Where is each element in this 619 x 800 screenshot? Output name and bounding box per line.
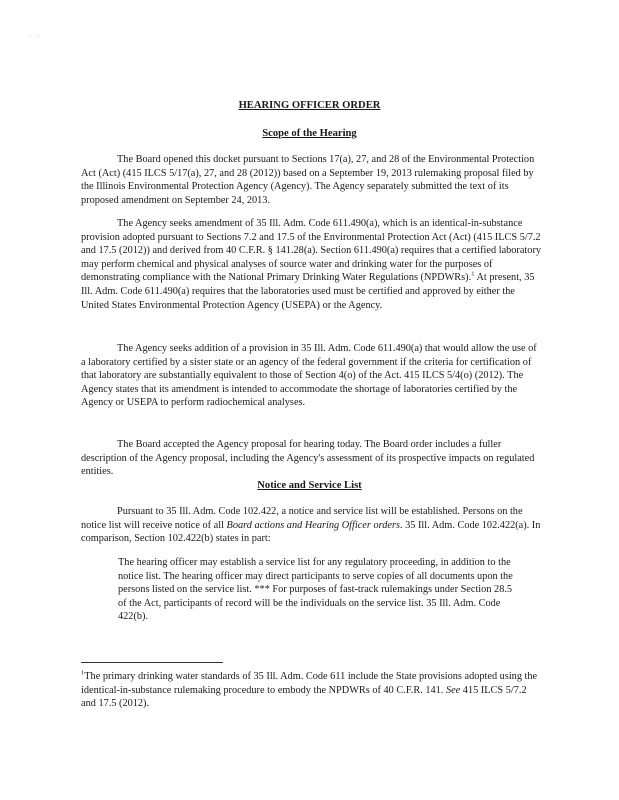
paragraph-addition-sought: The Agency seeks addition of a provision in 35 Ill. Adm. Code 611.490(a) that would allow the use of a laboratory certified by a sister state or an agency of the federal government if the criteria for certification of that laboratory are substantially equivalent to those of Section 4(o) of the Act. 415 ILCS 5/4(o) (2012). The Agency states that its amendment is intended to accommodate the shortage of laboratories certified by the Agency or USEPA to perform radiochemical analyses. bbox=[81, 343, 537, 409]
scan-artifact: . . bbox=[30, 30, 42, 38]
paragraph-notice-list: Pursuant to 35 Ill. Adm. Code 102.422, a notice and service list will be established. Persons on the notice list will receive notice of all Board actions and Hearing Officer orders. 35 Ill. Adm. Code 102.422(a). In comparison, Section 102.422(b) states in part: bbox=[81, 506, 541, 545]
footnote-reference: 1 bbox=[471, 270, 475, 278]
paragraph-amendment-sought: The Agency seeks amendment of 35 Ill. Adm. Code 611.490(a), which is an identical-in-substance provision adopted pursuant to Sections 7.2 and 17.5 of the Environmental Protection Act (Act) (415 ILCS 5/7.2 and 17.5 (2012)) and derived from 40 C.F.R. § 141.28(a). Section 611.490(a) requires that a certified laboratory may perform chemical and physical analyses of source water and drinking water for the purposes of demonstrating compliance with the National Primary Drinking Water Regulations (NPDWRs).$^1$ At present, 35 Ill. Adm. Code 611.490(a) requires that the laboratories used must be certified and approved by either the United States Environmental Protection Agency (USEPA) or the Agency. bbox=[81, 218, 542, 311]
section-heading-notice: Notice and Service List bbox=[257, 480, 362, 491]
page-title: HEARING OFFICER ORDER bbox=[238, 100, 381, 111]
block-quote-service-list: The hearing officer may establish a service list for any regulatory proceeding, in addition to the notice list. The hearing officer may direct participants to serve copies of all documents upon the persons listed on the service list. *** For purposes of fast-track rulemakings under Section 28.5 of the Act, participants of record will be the individuals on the service list. 35 Ill. Adm. Code 422(b). bbox=[118, 557, 513, 623]
section-heading-scope: Scope of the Hearing bbox=[262, 128, 357, 139]
paragraph-board-accepted: The Board accepted the Agency proposal for hearing today. The Board order includes a fuller description of the Agency proposal, including the Agency's assessment of its prospective impacts on regulated entities. bbox=[81, 439, 535, 478]
footnote-divider bbox=[81, 662, 223, 663]
footnote: $^1$The primary drinking water standards of 35 Ill. Adm. Code 611 include the State provisions adopted using the identical-in-substance rulemaking procedure to embody the NPDWRs of 40 C.F.R. 141. See 415 ILCS 5/7.2 and 17.5 (2012). bbox=[81, 669, 538, 710]
paragraph-docket-opened: The Board opened this docket pursuant to Sections 17(a), 27, and 28 of the Environmental Protection Act (Act) (415 ILCS 5/17(a), 27, and 28 (2012)) based on a September 19, 2013 rulemaking proposal filed by the Illinois Environmental Protection Agency (Agency). The Agency separately submitted the text of its proposed amendment on September 24, 2013. bbox=[81, 154, 535, 206]
